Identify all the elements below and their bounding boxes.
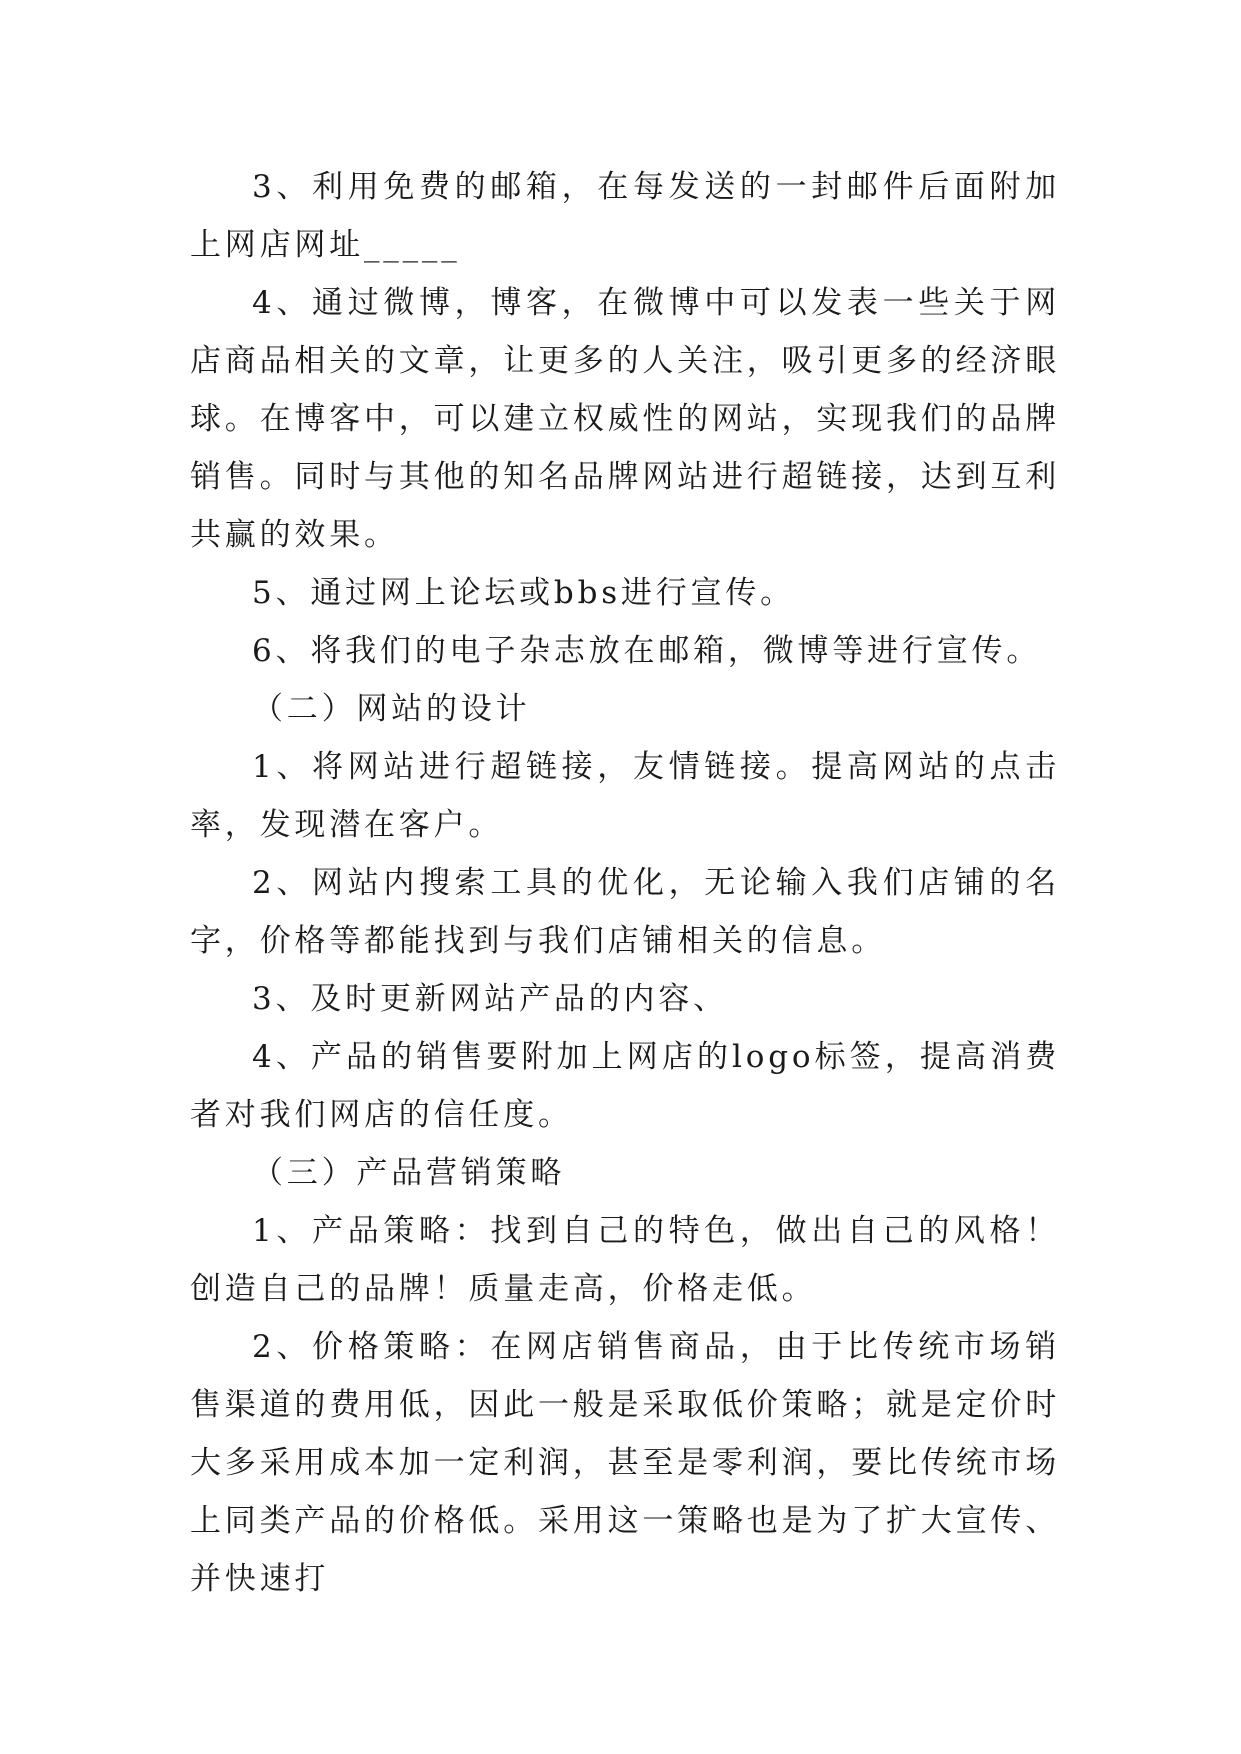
paragraph-e-magazine: 6、将我们的电子杂志放在邮箱，微博等进行宣传。 (252, 633, 1042, 669)
paragraph-logo-label: 4、产品的销售要附加上网店的logo标签，提高消费者对我们网店的信任度。 (190, 1039, 1060, 1133)
section-heading-website-design: （二）网站的设计 (252, 691, 531, 727)
paragraph-product-strategy: 1、产品策略：找到自己的特色，做出自己的风格！创造自己的品牌！质量走高，价格走低。 (190, 1213, 1060, 1307)
section-heading-marketing-strategy: （三）产品营销策略 (252, 1155, 566, 1191)
paragraph-price-strategy: 2、价格策略：在网店销售商品，由于比传统市场销售渠道的费用低，因此一般是采取低价策略；就是定价时大多采用成本加一定利润，甚至是零利润，要比传统市场上同类产品的价格低。采用这一策略也是为了扩大宣传、并快速打 (190, 1329, 1060, 1597)
paragraph-forum-bbs: 5、通过网上论坛或bbs进行宣传。 (252, 575, 795, 611)
paragraph-update-content: 3、及时更新网站产品的内容、 (252, 981, 728, 1017)
paragraph-search-optimization: 2、网站内搜索工具的优化，无论输入我们店铺的名字，价格等都能找到与我们店铺相关的信息。 (190, 865, 1060, 959)
paragraph-email-signature: 3、利用免费的邮箱，在每发送的一封邮件后面附加上网店网址_____ (190, 169, 1060, 263)
paragraph-hyperlinks: 1、将网站进行超链接，友情链接。提高网站的点击率，发现潜在客户。 (190, 749, 1060, 843)
document-body (190, 158, 1060, 1608)
paragraph-weibo-blog: 4、通过微博，博客，在微博中可以发表一些关于网店商品相关的文章，让更多的人关注，吸引更多的经济眼球。在博客中，可以建立权威性的网站，实现我们的品牌销售。同时与其他的知名品牌网站进行超链接，达到互利共赢的效果。 (190, 285, 1060, 553)
